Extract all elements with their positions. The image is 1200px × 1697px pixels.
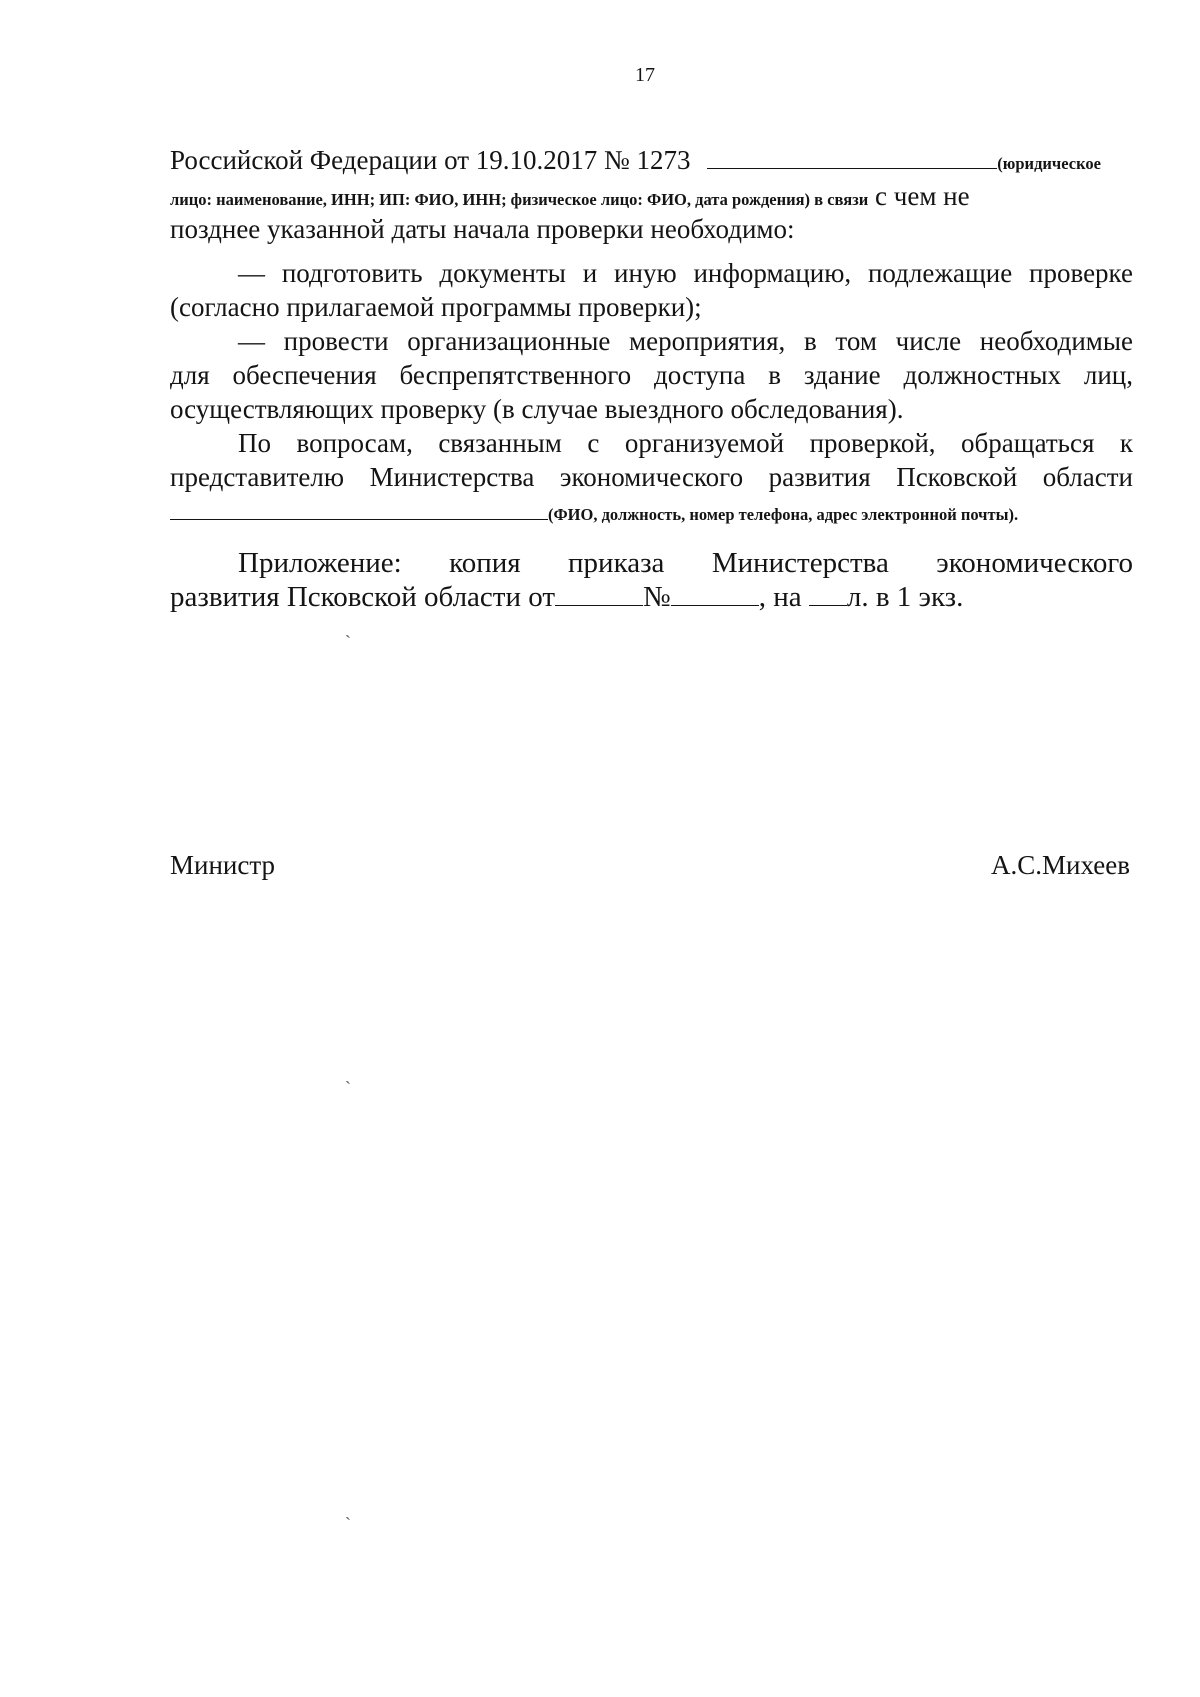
attachment-text-a: развития Псковской области от <box>170 581 556 613</box>
representative-blank-field <box>170 497 548 520</box>
scan-speck: ` <box>345 632 351 652</box>
attachment-line-1: Приложение: копия приказа Министерства экономического <box>238 547 1133 579</box>
signatory-title: Министр <box>170 850 275 880</box>
paragraph-line-1 <box>170 143 1133 181</box>
scan-speck: ` <box>345 1514 351 1534</box>
contact-line-2: представителю Министерства экономического развития Псковской области <box>170 462 1133 492</box>
entity-note-continued: лицо: наименование, ИНН; ИП: ФИО, ИНН; физическое лицо: ФИО, дата рождения) в связи <box>170 190 869 209</box>
signatory-name: А.С.Михеев <box>990 850 1130 880</box>
contact-line-3 <box>170 494 1133 532</box>
contact-line-1: По вопросам, связанным с организуемой проверкой, обращаться к <box>238 428 1133 458</box>
bullet-1-line-1: — подготовить документы и иную информацию, подлежащие проверке <box>238 258 1133 288</box>
scan-speck: ` <box>345 1078 351 1098</box>
bullet-2-line-3: осуществляющих проверку (в случае выездного обследования). <box>170 394 904 424</box>
entity-blank-field <box>707 146 997 169</box>
order-date-blank <box>555 583 643 606</box>
bullet-1-line-2: (согласно прилагаемой программы проверки); <box>170 292 702 322</box>
paragraph-line-2-text: с чем не <box>868 181 970 211</box>
number-sign: № <box>643 581 671 613</box>
bullet-2-line-2: для обеспечения беспрепятственного доступа в здание должностных лиц, <box>170 360 1133 390</box>
regulation-reference: Российской Федерации от 19.10.2017 № 1273 <box>170 145 691 175</box>
page-number: 17 <box>635 64 655 86</box>
attachment-line-2 <box>170 580 1133 614</box>
sheet-count-blank <box>809 583 847 606</box>
order-number-blank <box>671 583 759 606</box>
attachment-text-d: л. в 1 экз. <box>846 581 964 613</box>
bullet-2-line-1: — провести организационные мероприятия, в том числе необходимые <box>238 326 1133 356</box>
representative-note: (ФИО, должность, номер телефона, адрес электронной почты). <box>548 505 1019 524</box>
paragraph-line-3: позднее указанной даты начала проверки необходимо: <box>170 214 795 244</box>
entity-note-start: (юридическое <box>997 154 1101 173</box>
attachment-text-c: , на <box>758 581 809 613</box>
